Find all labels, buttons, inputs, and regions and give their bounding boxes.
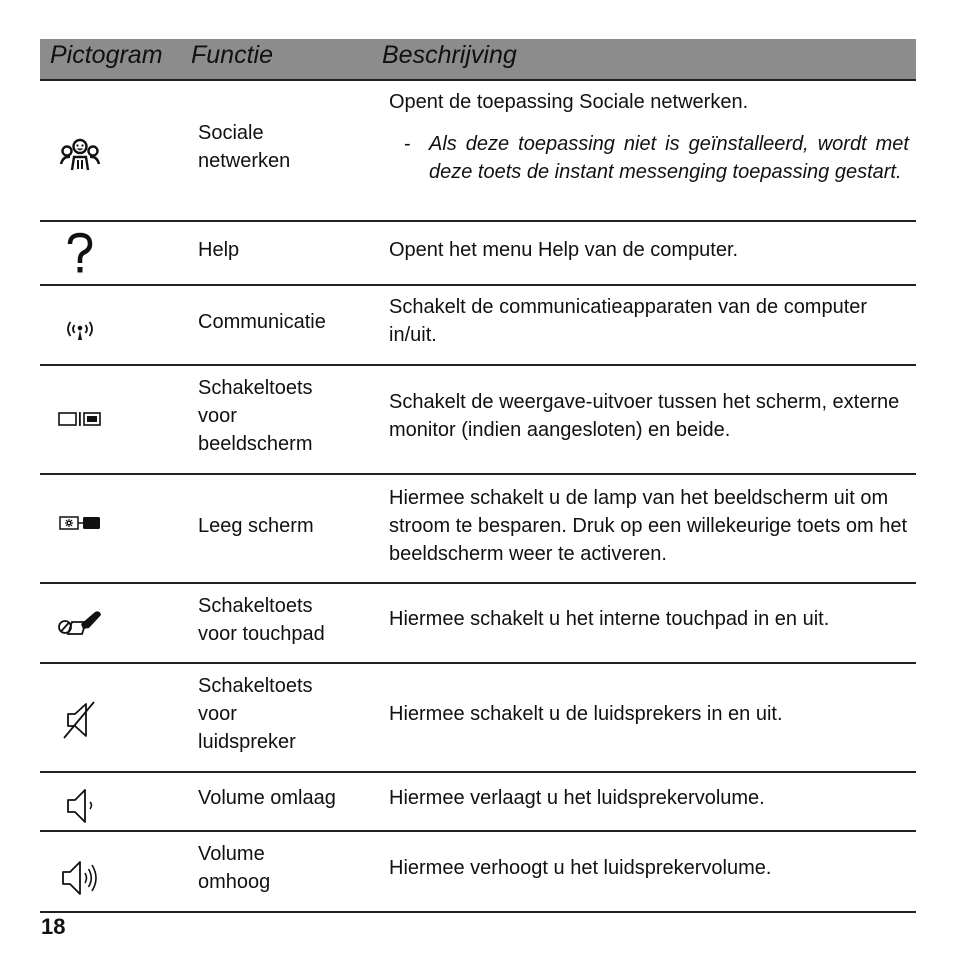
description-text: Hiermee schakelt u de lamp van het beeldscherm uit om stroom te besparen. Druk op een willekeurige toets om het beeldscherm weer te activeren. [389, 487, 908, 565]
description-text: Opent de toepassing Sociale netwerken. [389, 91, 749, 113]
social-networks-icon [52, 133, 108, 177]
table-row [40, 366, 916, 475]
note-dash: - [404, 133, 411, 155]
description-text: Opent het menu Help van de computer. [389, 239, 739, 261]
description-text: Hiermee schakelt u de luidsprekers in en uit. [389, 703, 783, 725]
speaker-mute-icon [52, 698, 108, 742]
function-label: Sociale netwerken [198, 122, 291, 172]
description-text: Schakelt de communicatieapparaten van de computer in/uit. [389, 296, 868, 346]
note-text: Als deze toepassing niet is geïnstalleerd, wordt met deze toets de instant messenging toepassing gestart. [429, 133, 909, 183]
function-label: Communicatie [198, 311, 326, 333]
header-functie: Functie [191, 41, 273, 69]
table-row [40, 286, 916, 366]
function-label: Leeg scherm [198, 515, 314, 537]
function-label: Volume omlaag [198, 787, 336, 809]
help-icon [52, 232, 108, 276]
table-row [40, 664, 916, 773]
description-text: Hiermee schakelt u het interne touchpad in en uit. [389, 608, 830, 630]
display-toggle-icon [52, 397, 108, 441]
table-header [40, 39, 916, 81]
table-row [40, 222, 916, 286]
volume-up-icon [52, 856, 108, 900]
header-beschrijving: Beschrijving [382, 41, 517, 69]
header-pictogram: Pictogram [50, 41, 163, 69]
description-text: Schakelt de weergave-uitvoer tussen het scherm, externe monitor (indien aangesloten) en beide. [389, 391, 900, 441]
description [389, 88, 909, 186]
touchpad-toggle-icon [52, 602, 108, 646]
description-text: Hiermee verlaagt u het luidsprekervolume. [389, 787, 765, 809]
table-row [40, 584, 916, 664]
table-row [40, 81, 916, 222]
table-row [40, 773, 916, 832]
wireless-communication-icon [52, 308, 108, 352]
screen-blank-icon [52, 501, 108, 545]
volume-down-icon [52, 784, 108, 828]
function-label: Help [198, 239, 240, 261]
description-note [389, 130, 909, 186]
table-row [40, 475, 916, 584]
function-label: Volume omhoog [198, 843, 271, 893]
table-row [40, 832, 916, 913]
function-label: Schakeltoets voor touchpad [198, 595, 325, 645]
page-number: 18 [41, 914, 66, 939]
function-label: Schakeltoets voor beeldscherm [198, 377, 313, 455]
function-label: Schakeltoets voor luidspreker [198, 675, 313, 753]
description-text: Hiermee verhoogt u het luidsprekervolume. [389, 857, 772, 879]
